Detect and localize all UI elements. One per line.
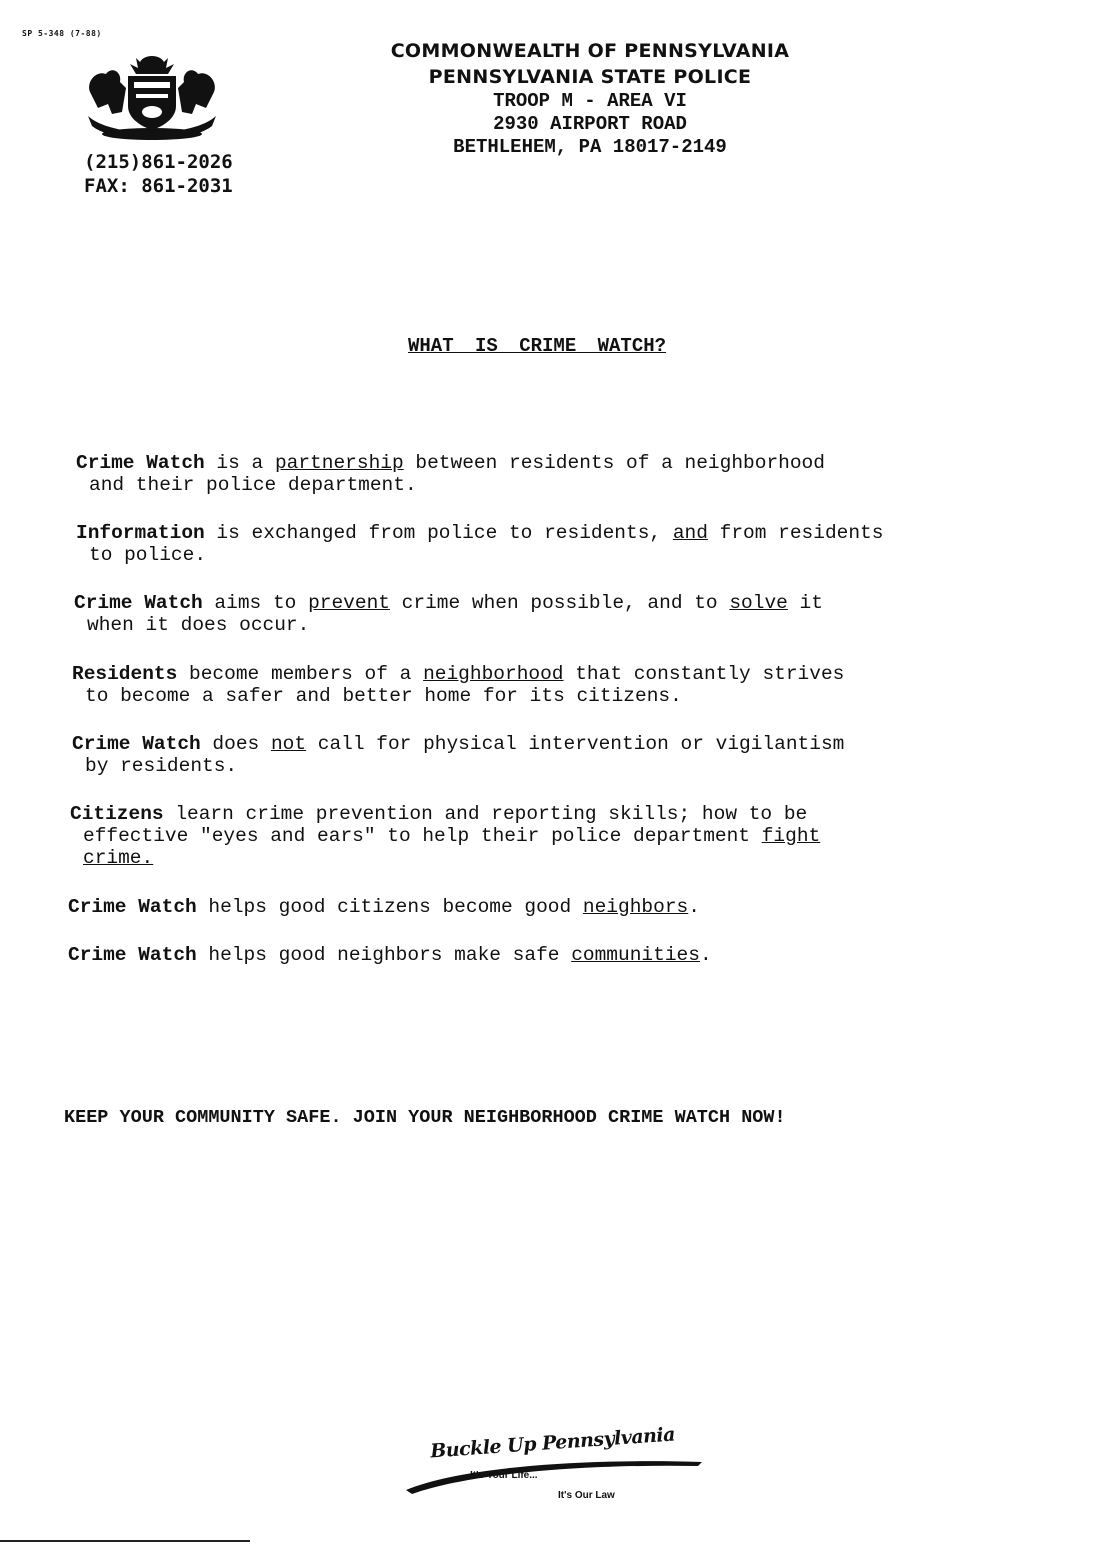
paragraph-5 — [72, 733, 844, 777]
paragraph-line — [72, 733, 844, 755]
agency-commonwealth: COMMONWEALTH OF PENNSYLVANIA — [390, 40, 790, 62]
text: that constantly strives — [563, 663, 845, 685]
paragraph-line: and their police department. — [89, 474, 417, 496]
buckle-up-logo — [398, 1423, 708, 1512]
text: effective "eyes and ears" to help their police department — [83, 825, 762, 847]
underlined-word: crime. — [83, 847, 154, 869]
paragraph-line — [70, 825, 820, 847]
text: it — [787, 592, 823, 614]
text: crime when possible, and to — [389, 592, 730, 614]
paragraph-line — [70, 847, 820, 869]
lead-phrase: Crime Watch — [68, 944, 197, 966]
page-title: WHAT IS CRIME WATCH? — [408, 335, 667, 357]
text: helps good neighbors make safe — [196, 944, 572, 966]
paragraph-line: to police. — [89, 544, 207, 566]
paragraph-line: by residents. — [85, 755, 238, 777]
logo-line2: It's Our Law — [558, 1490, 615, 1501]
text: learn crime prevention and reporting skills; how to be — [163, 803, 808, 825]
paragraph-2 — [76, 522, 883, 566]
pennsylvania-seal-icon — [82, 52, 222, 144]
lead-phrase: Crime Watch — [74, 592, 203, 614]
paragraph-line — [74, 592, 823, 614]
text: . — [699, 944, 712, 966]
street-address: 2930 AIRPORT ROAD — [493, 113, 687, 135]
underlined-word: and — [672, 522, 708, 544]
paragraph-6 — [70, 803, 820, 869]
city-address: BETHLEHEM, PA 18017-2149 — [453, 136, 727, 158]
paragraph-line: to become a safer and better home for its citizens. — [85, 685, 682, 707]
text: call for physical intervention or vigilantism — [306, 733, 845, 755]
troop-area: TROOP M - AREA VI — [493, 90, 687, 112]
text: aims to — [202, 592, 309, 614]
underlined-word: neighbors — [582, 896, 689, 918]
text: helps good citizens become good — [196, 896, 583, 918]
paragraph-8 — [68, 944, 712, 966]
contact-info — [84, 150, 233, 198]
underlined-word: neighborhood — [423, 663, 564, 685]
agency-state-police: PENNSYLVANIA STATE POLICE — [428, 66, 752, 88]
paragraph-7 — [68, 896, 700, 918]
lead-phrase: Information — [76, 522, 205, 544]
form-code: SP 5-348 (7-88) — [22, 29, 102, 38]
paragraph-line — [70, 803, 820, 825]
underlined-word: not — [270, 733, 307, 755]
text: between residents of a neighborhood — [403, 452, 825, 474]
text: is exchanged from police to residents, — [204, 522, 673, 544]
paragraph-line — [68, 944, 712, 966]
scan-edge-line — [0, 1540, 250, 1542]
underlined-word: prevent — [308, 592, 390, 614]
letterhead — [380, 38, 800, 159]
paragraph-1 — [76, 452, 825, 496]
text: from residents — [707, 522, 884, 544]
paragraph-4 — [72, 663, 844, 707]
lead-phrase: Crime Watch — [72, 733, 201, 755]
lead-phrase: Crime Watch — [68, 896, 197, 918]
paragraph-line — [68, 896, 700, 918]
lead-phrase: Crime Watch — [76, 452, 205, 474]
footer-slogan: KEEP YOUR COMMUNITY SAFE. JOIN YOUR NEIGHBORHOOD CRIME WATCH NOW! — [64, 1107, 786, 1128]
underlined-word: partnership — [274, 452, 404, 474]
underlined-word: solve — [729, 592, 788, 614]
phone-number: (215)861-2026 — [84, 151, 233, 173]
underlined-word: communities — [571, 944, 700, 966]
fax-number: FAX: 861-2031 — [84, 175, 233, 197]
logo-line1: It's Your Life... — [470, 1470, 538, 1481]
paragraph-line: when it does occur. — [87, 614, 310, 636]
lead-phrase: Residents — [72, 663, 178, 685]
paragraph-line — [72, 663, 844, 685]
underlined-word: fight — [761, 825, 821, 847]
logo-title: Buckle Up Pennsylvania — [429, 1423, 676, 1463]
text: is a — [204, 452, 275, 474]
text: does — [200, 733, 271, 755]
text: . — [688, 896, 700, 918]
paragraph-line — [76, 452, 825, 474]
paragraph-3 — [74, 592, 823, 636]
text: become members of a — [177, 663, 424, 685]
paragraph-line — [76, 522, 883, 544]
lead-phrase: Citizens — [70, 803, 164, 825]
